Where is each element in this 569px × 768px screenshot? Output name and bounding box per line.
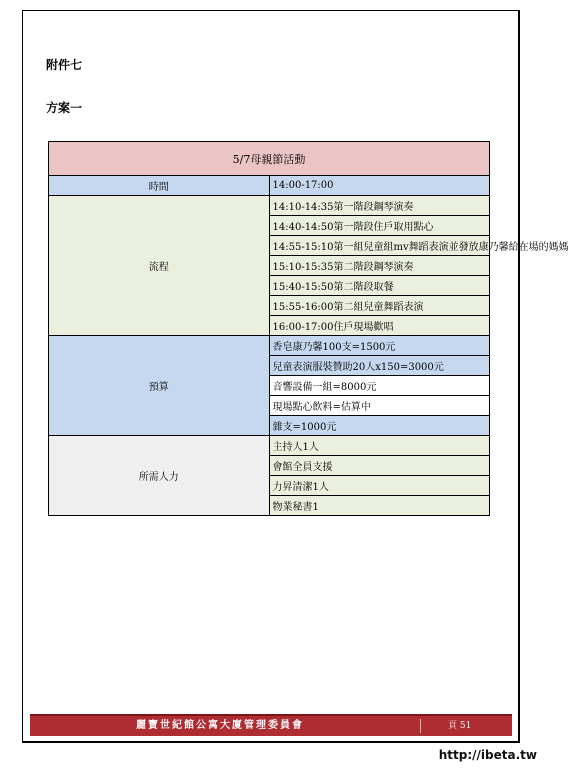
staff-label: 所需人力 (49, 436, 270, 516)
table-row (49, 336, 490, 356)
budget-item: 音響設備一組=8000元 (269, 376, 490, 396)
staff-item: 主持人1人 (269, 436, 490, 456)
table-title-row (49, 142, 490, 176)
time-value: 14:00-17:00 (269, 176, 490, 196)
footer-title: 麗寶世紀館公寓大廈管理委員會 (136, 720, 304, 731)
process-item: 15:40-15:50第二階段取餐 (269, 276, 490, 296)
staff-item: 會館全員支援 (269, 456, 490, 476)
budget-item: 雜支=1000元 (269, 416, 490, 436)
footer-bar (30, 714, 512, 736)
staff-item: 物業秘書1 (269, 496, 490, 516)
process-label: 流程 (49, 196, 270, 336)
process-item: 16:00-17:00住戶現場歡唱 (269, 316, 490, 336)
table-row (49, 436, 490, 456)
process-item: 14:55-15:10第一組兒童組mv舞蹈表演並發放康乃馨給在場的媽媽 (269, 236, 490, 256)
process-item: 14:40-14:50第一階段住戶取用點心 (269, 216, 490, 236)
watermark: http://ibeta.tw (438, 748, 537, 762)
time-label: 時間 (49, 176, 270, 196)
staff-item: 力昇清潔1人 (269, 476, 490, 496)
budget-item: 香皂康乃馨100支=1500元 (269, 336, 490, 356)
process-item: 15:10-15:35第二階段鋼琴演奏 (269, 256, 490, 276)
table-title: 5/7母親節活動 (49, 142, 490, 176)
process-item: 14:10-14:35第一階段鋼琴演奏 (269, 196, 490, 216)
time-row (49, 176, 490, 196)
process-item: 15:55-16:00第二組兒童舞蹈表演 (269, 296, 490, 316)
page-number: 頁 51 (448, 721, 472, 731)
budget-item: 兒童表演服裝贊助20人x150=3000元 (269, 356, 490, 376)
attachment-label: 附件七 (46, 58, 83, 72)
budget-item: 現場點心飲料=估算中 (269, 396, 490, 416)
table-row (49, 196, 490, 216)
footer-divider (420, 719, 421, 733)
plan-label: 方案一 (46, 101, 83, 115)
budget-label: 預算 (49, 336, 270, 436)
event-plan-table (48, 141, 569, 516)
